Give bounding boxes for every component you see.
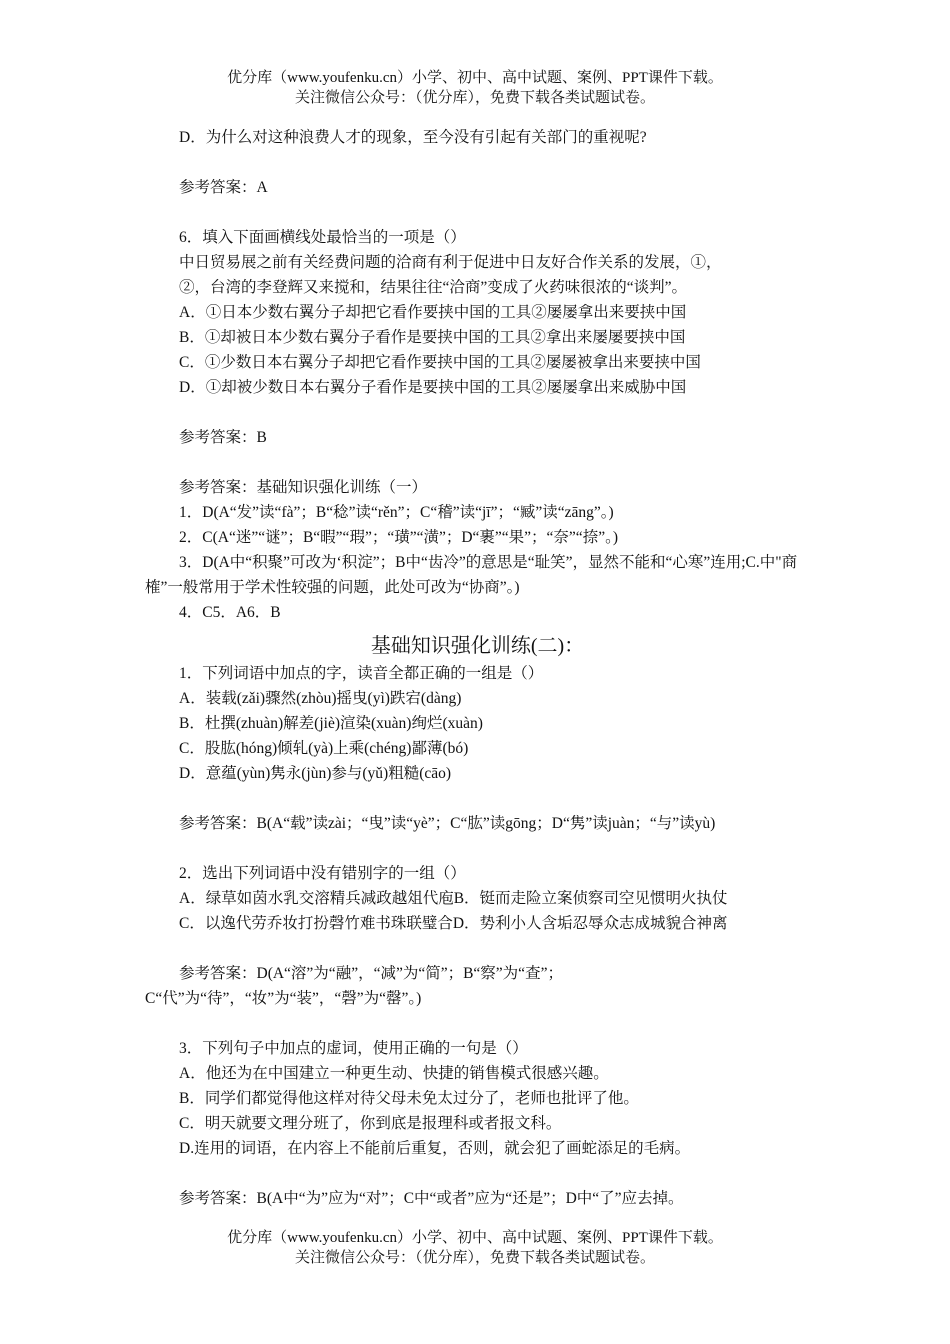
answers1-heading: 参考答案：基础知识强化训练（一） — [179, 479, 428, 496]
answers1-item-1: 1．D(A“发”读“fà”；B“稔”读“rěn”；C“稽”读“jī”；“臧”读“zāng”。) — [179, 504, 614, 521]
header-line-1: 优分库（www.youfenku.cn）小学、初中、高中试题、案例、PPT课件下载。 — [227, 70, 723, 86]
answers1-item-4: 4．C5．A6．B — [179, 604, 281, 621]
answers1-item-2: 2．C(A“迷”“谜”；B“暇”“瑕”；“璜”“潢”；D“裹”“果”；“奈”“捺”。) — [179, 529, 618, 546]
s2-q1-option-a: A．装载(zǎi)骤然(zhòu)摇曳(yì)跌宕(dàng) — [179, 690, 462, 707]
document-body — [145, 125, 810, 1211]
answers1-item-3: 3．D(A中“积聚”可改为‘积淀”；B中“齿冷”的意思是“耻笑”，显然不能和“心寒”连用;C.中"商榷”一般常用于学术性较强的问题，此处可改为“协商”。) — [145, 554, 798, 596]
s2-q1-option-b: B．杜撰(zhuàn)解差(jiè)渲染(xuàn)绚烂(xuàn) — [179, 715, 483, 732]
s2-q2-options-cd: C．以逸代劳乔妆打扮磬竹难书珠联璧合D．势利小人含垢忍辱众志成城貌合神离 — [179, 915, 728, 932]
q6-passage-2: ②，台湾的李登辉又来搅和，结果往往“洽商”变成了火药味很浓的“谈判”。 — [179, 279, 688, 296]
q5-answer: 参考答案：A — [179, 179, 268, 196]
s2-q1-option-d: D．意蕴(yùn)隽永(jùn)参与(yǔ)粗糙(cāo) — [179, 765, 452, 782]
s2-q3-answer: 参考答案：B(A中“为”应为“对”；C中“或者”应为“还是”；D中“了”应去掉。 — [179, 1190, 684, 1207]
s2-q1-answer: 参考答案：B(A“载”读zài；“曳”读“yè”；C“肱”读gōng；D“隽”读juàn；“与”读yù) — [179, 815, 716, 832]
q6-answer: 参考答案：B — [179, 429, 267, 446]
header-line-2: 关注微信公众号：（优分库），免费下载各类试题试卷。 — [294, 90, 655, 106]
s2-q3-option-c: C．明天就要文理分班了，你到底是报理科或者报文科。 — [179, 1115, 562, 1132]
page-header — [0, 68, 950, 108]
s2-q2-answer: 参考答案：D(A“溶”为“融”，“减”为“简”；B“察”为“查”；C“代”为“待”，“妆”为“装”，“磬”为“罄”。) — [145, 965, 563, 1007]
q6-stem: 6．填入下面画横线处最恰当的一项是（） — [179, 229, 466, 246]
section2-title: 基础知识强化训练(二)： — [370, 635, 585, 657]
s2-q3-option-d: D.连用的词语，在内容上不能前后重复，否则，就会犯了画蛇添足的毛病。 — [179, 1140, 691, 1157]
footer-line-1: 优分库（www.youfenku.cn）小学、初中、高中试题、案例、PPT课件下载。 — [227, 1230, 723, 1246]
s2-q1-stem: 1．下列词语中加点的字，读音全都正确的一组是（） — [179, 665, 544, 682]
s2-q3-option-b: B．同学们都觉得他这样对待父母未免太过分了，老师也批评了他。 — [179, 1090, 639, 1107]
s2-q3-stem: 3．下列句子中加点的虚词，使用正确的一句是（） — [179, 1040, 528, 1057]
s2-q2-options-ab: A．绿草如茵水乳交溶精兵减政越俎代庖B．铤而走险立案侦察司空见惯明火执仗 — [179, 890, 728, 907]
s2-q3-option-a: A．他还为在中国建立一种更生动、快捷的销售模式很感兴趣。 — [179, 1065, 609, 1082]
page-footer — [0, 1228, 950, 1268]
s2-q1-option-c: C．股肱(hóng)倾轧(yà)上乘(chéng)鄙薄(bó) — [179, 740, 469, 757]
q6-option-c: C．①少数日本右翼分子却把它看作要挟中国的工具②屡屡被拿出来要挟中国 — [179, 354, 701, 371]
q5-option-d: D．为什么对这种浪费人才的现象，至今没有引起有关部门的重视呢? — [179, 129, 647, 146]
q6-passage-1: 中日贸易展之前有关经费问题的洽商有利于促进中日友好合作关系的发展，①， — [179, 254, 722, 271]
s2-q2-stem: 2．选出下列词语中没有错别字的一组（） — [179, 865, 466, 882]
q6-option-d: D．①却被少数日本右翼分子看作是要挟中国的工具②屡屡拿出来威胁中国 — [179, 379, 687, 396]
q6-option-b: B．①却被日本少数右翼分子看作是要挟中国的工具②拿出来屡屡要挟中国 — [179, 329, 686, 346]
footer-line-2: 关注微信公众号：（优分库），免费下载各类试题试卷。 — [294, 1250, 655, 1266]
q6-option-a: A．①日本少数右翼分子却把它看作要挟中国的工具②屡屡拿出来要挟中国 — [179, 304, 687, 321]
